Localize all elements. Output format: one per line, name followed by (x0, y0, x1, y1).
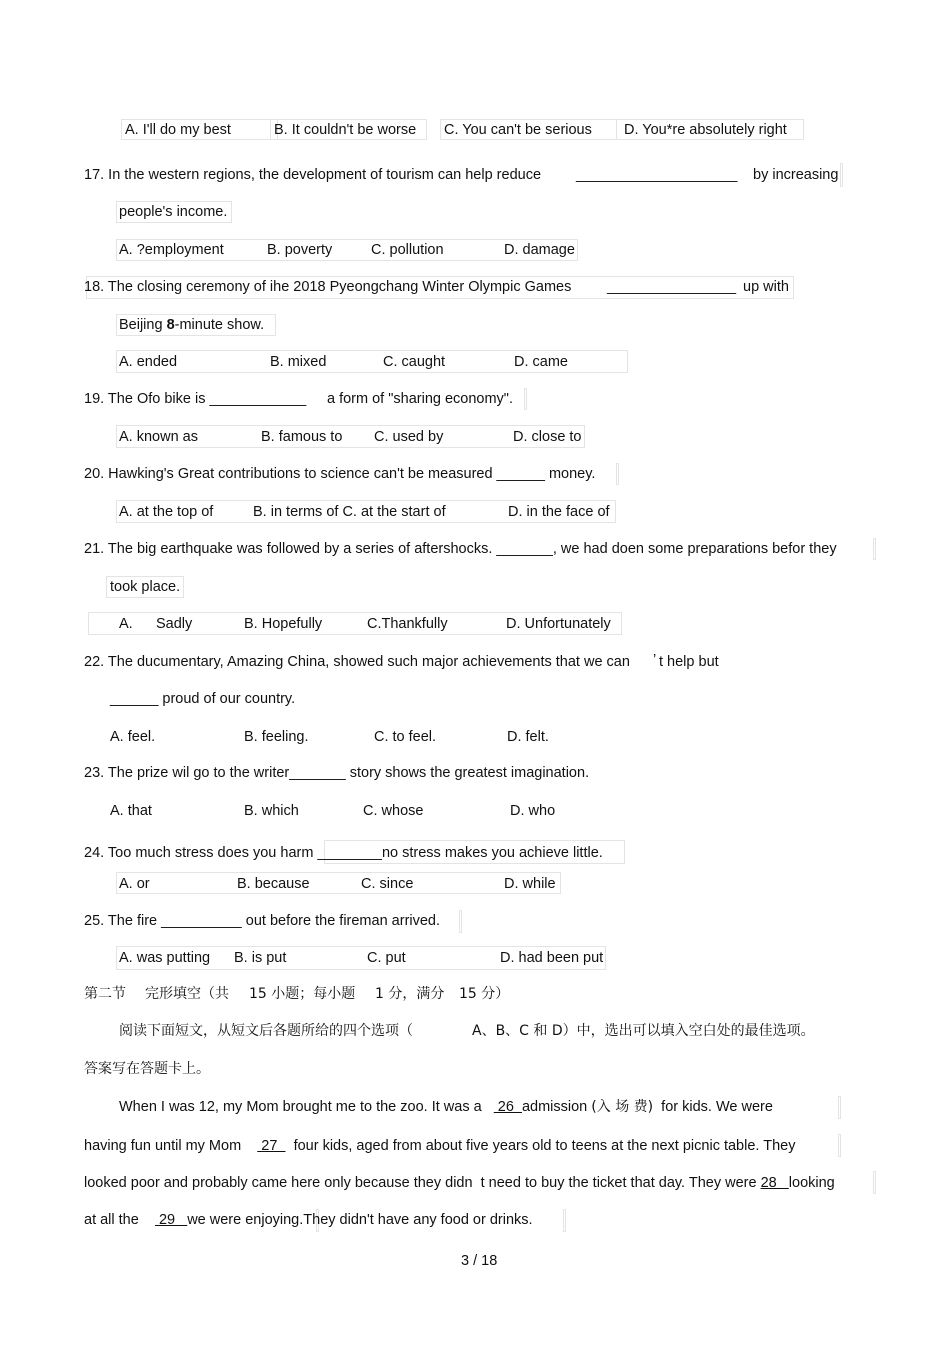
scan-box (838, 1096, 841, 1119)
instructions-line1-a: 阅读下面短文，从短文后各题所给的四个选项（ (119, 1023, 413, 1039)
blank-28: 28 (760, 1175, 789, 1191)
instructions-line1-b: A、B、C 和 D）中，选出可以填入空白处的最佳选项。 (472, 1023, 815, 1039)
q17-after: by increasing (753, 167, 839, 183)
scan-box (873, 538, 876, 560)
q22-option-a: A. feel. (110, 729, 156, 745)
q19-option-d: D. close to (513, 429, 582, 445)
section-heading-part2: 完形填空（共 (145, 986, 229, 1002)
q22-option-d: D. felt. (507, 729, 549, 745)
q21-option-d: D. Unfortunately (506, 616, 611, 632)
section-heading-part5: 15 分） (459, 986, 510, 1002)
q18-stem: 18. The closing ceremony of ihe 2018 Pyeongchang Winter Olympic Games (84, 279, 572, 295)
q23-option-a: A. that (110, 803, 152, 819)
scan-box (616, 463, 619, 485)
q16-option-b: B. It couldn't be worse (274, 122, 417, 138)
q17-stem: 17. In the western regions, the development of tourism can help reduce (84, 167, 542, 183)
q21-option-a-text: Sadly (156, 616, 193, 632)
q19-option-c: C. used by (374, 429, 444, 445)
scan-box (838, 1134, 841, 1157)
q17-option-c: C. pollution (371, 242, 444, 258)
q20-option-a: A. at the top of (119, 504, 214, 520)
page-number: 3 / 18 (461, 1253, 498, 1269)
q23-stem: 23. The prize wil go to the writer_______ story shows the greatest imagination. (84, 765, 590, 781)
q24-stem: 24. Too much stress does you harm ________no stress makes you achieve little. (84, 845, 603, 861)
q16-option-a: A. I'll do my best (125, 122, 231, 138)
q18-option-b: B. mixed (270, 354, 327, 370)
q17-option-a: A. ?employment (119, 242, 224, 258)
q17-continuation: people's income. (119, 204, 228, 220)
q21-continuation: took place. (110, 579, 181, 595)
q20-option-bc: B. in terms of C. at the start of (253, 504, 446, 520)
scan-box (840, 163, 843, 187)
q24-option-b: B. because (237, 876, 310, 892)
blank-27: 27 (257, 1138, 286, 1154)
q25-option-b: B. is put (234, 950, 287, 966)
q18-blank: ________________ (607, 279, 737, 295)
q22-option-b: B. feeling. (244, 729, 309, 745)
scan-box (116, 872, 561, 894)
q16-option-c: C. You can't be serious (444, 122, 592, 138)
q20-option-d: D. in the face of (508, 504, 610, 520)
q21-option-b: B. Hopefully (244, 616, 323, 632)
q17-blank: ____________________ (576, 167, 738, 183)
q25-option-c: C. put (367, 950, 406, 966)
q17-option-d: D. damage (504, 242, 575, 258)
passage-line1: When I was 12, my Mom brought me to the zoo. It was a 26 admission (入 场 费) for kids. We were (119, 1099, 773, 1115)
q18-option-d: D. came (514, 354, 568, 370)
q19-after: a form of "sharing economy". (327, 391, 513, 407)
q25-option-d: D. had been put (500, 950, 604, 966)
passage-line2: having fun until my Mom 27 four kids, aged from about five years old to teens at the next picnic table. They (84, 1138, 796, 1154)
q18-option-a: A. ended (119, 354, 178, 370)
scan-box (563, 1209, 566, 1232)
scan-box (459, 910, 462, 933)
q22-mark: ’ (653, 652, 657, 668)
blank-26: 26 (493, 1099, 522, 1115)
q19-stem: 19. The Ofo bike is ____________ (84, 391, 307, 407)
passage-line3: looked poor and probably came here only because they didn t need to buy the ticket that day. They were 28 looking (84, 1175, 835, 1191)
q25-stem: 25. The fire __________ out before the fireman arrived. (84, 913, 441, 929)
section-heading-part1: 第二节 (84, 986, 126, 1002)
q18-option-c: C. caught (383, 354, 446, 370)
q21-option-a-label: A. (119, 616, 133, 632)
q24-option-a: A. or (119, 876, 150, 892)
scan-box (524, 388, 527, 410)
q22-after: t help but (659, 654, 719, 670)
q16-option-d: D. You*re absolutely right (624, 122, 787, 138)
q21-stem: 21. The big earthquake was followed by a series of aftershocks. _______, we had doen some preparations befor they (84, 541, 837, 557)
q24-option-d: D. while (504, 876, 556, 892)
q18-after: up with (743, 279, 789, 295)
q19-option-b: B. famous to (261, 429, 343, 445)
q17-option-b: B. poverty (267, 242, 333, 258)
q23-option-d: D. who (510, 803, 556, 819)
q23-option-b: B. which (244, 803, 299, 819)
section-heading-part4: 1 分，满分 (375, 986, 445, 1002)
q22-option-c: C. to feel. (374, 729, 437, 745)
blank-29: 29 (154, 1212, 188, 1228)
q25-option-a: A. was putting (119, 950, 211, 966)
q23-option-c: C. whose (363, 803, 424, 819)
instructions-line2: 答案写在答题卡上。 (84, 1061, 210, 1077)
section-heading-part3: 15 小题；每小题 (249, 986, 356, 1002)
q20-stem: 20. Hawking's Great contributions to science can't be measured ______ money. (84, 466, 596, 482)
passage-line4: at all the 29 we were enjoying.They didn't have any food or drinks. (84, 1212, 533, 1228)
q21-option-c: C.Thankfully (367, 616, 448, 632)
q19-option-a: A. known as (119, 429, 198, 445)
q22-continuation: ______ proud of our country. (110, 691, 296, 707)
q22-stem: 22. The ducumentary, Amazing China, showed such major achievements that we can (84, 654, 630, 670)
q18-continuation: Beijing 8-minute show. (119, 317, 265, 333)
scan-box (873, 1171, 876, 1194)
q24-option-c: C. since (361, 876, 414, 892)
